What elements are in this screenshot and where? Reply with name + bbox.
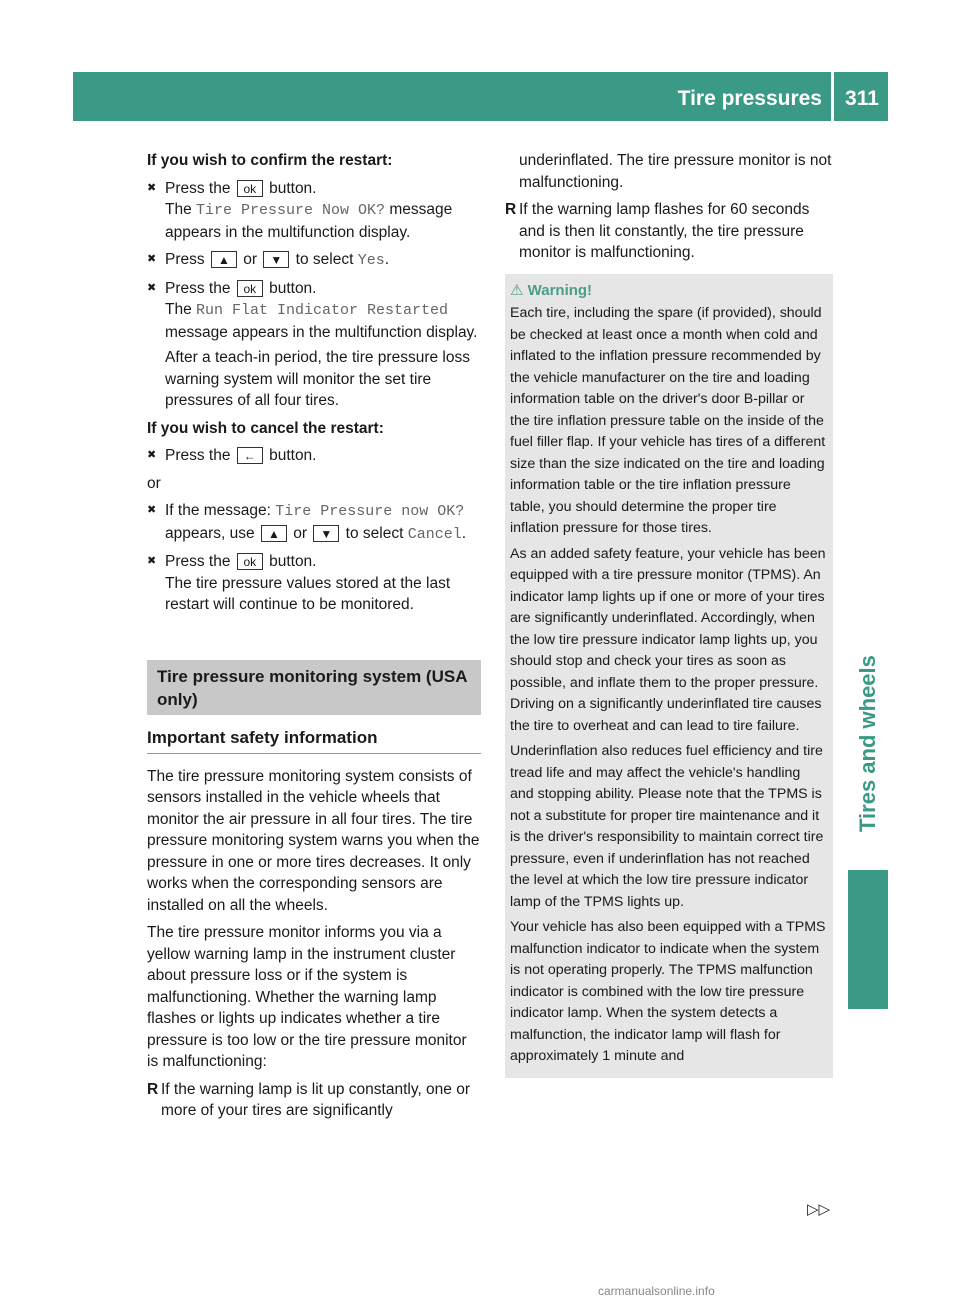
- header-divider: [831, 72, 834, 121]
- subsection-heading: Important safety information: [147, 727, 481, 754]
- bullet-text: If the warning lamp flashes for 60 seconds and is then lit constantly, the tire pressure monitor is malfunctioning.: [519, 201, 810, 261]
- step-text: or: [238, 251, 262, 268]
- step-select-yes: [147, 249, 481, 272]
- watermark: carmanualsonline.info: [598, 1284, 715, 1298]
- step-press-ok-3: [147, 551, 481, 616]
- step-press-back: [147, 445, 481, 467]
- bullet-continuation: underinflated. The tire pressure monitor is not malfunctioning.: [519, 152, 832, 191]
- bullet-item: [147, 1079, 481, 1122]
- step-arrow-icon: ✖: [147, 449, 157, 461]
- step-text: .: [461, 524, 467, 542]
- step-text: or: [288, 524, 312, 542]
- step-text: The: [165, 301, 197, 318]
- step-note: After a teach-in period, the tire pressure loss warning system will monitor the set tire pressures of all four tires.: [165, 349, 470, 409]
- step-text: Press the: [165, 447, 235, 464]
- step-text: If the message:: [165, 502, 276, 519]
- warning-paragraph: Your vehicle has also been equipped with a TPMS malfunction indicator to indicate when the system is not operating properly. The TPMS malfunction indicator is combined with the low tire pressure indicator lamp. When the system detects a malfunction, the indicator lamp will flash for approximately 1 minute and: [510, 919, 826, 1064]
- warning-paragraph: Underinflation also reduces fuel efficiency and tire tread life and may affect the vehicle's handling and stopping ability. Please note that the TPMS is not a substitute for proper tire maintenance and it is the driver's responsibility to maintain correct tire pressure, even if underinflation has not reached the level at which the low tire pressure indicator lamp of the TPMS lights up.: [510, 743, 824, 910]
- display-message: Tire Pressure Now OK?: [196, 202, 386, 219]
- display-message: Tire Pressure now OK?: [275, 503, 465, 520]
- step-text: to select: [341, 524, 408, 542]
- step-text: Press the: [165, 279, 235, 297]
- step-text: Press the: [165, 553, 235, 570]
- bullet-icon: R: [147, 1080, 159, 1098]
- step-text: button.: [264, 553, 317, 570]
- bullet-icon: R: [505, 201, 517, 218]
- step-text: button.: [264, 179, 317, 197]
- warning-title: Warning!: [527, 281, 593, 299]
- body-paragraph: The tire pressure monitor informs you via a yellow warning lamp in the instrument cluster about pressure loss or if the system is malfunctioning. Whether the warning lamp flashes or lights up indicates whether a tire pressure is too low or the tire pressure monitor is malfunctioning:: [147, 924, 467, 1070]
- display-option: Yes: [357, 252, 385, 269]
- step-arrow-icon: ✖: [147, 253, 157, 265]
- ok-key-icon: ok: [237, 180, 263, 197]
- continue-arrow-icon: ▷▷: [807, 1201, 831, 1218]
- step-text: button.: [264, 447, 317, 464]
- chapter-tab-label: Tires and wheels: [855, 655, 880, 832]
- step-text: message appears in the multifunction display.: [165, 201, 453, 241]
- ok-key-icon: ok: [237, 553, 263, 570]
- warning-icon: ⚠: [510, 281, 524, 299]
- warning-paragraph: Each tire, including the spare (if provided), should be checked at least once a month when cold and inflated to the inflation pressure recommended by the vehicle manufacturer on the tire and loading information table on the driver's door B-pillar or the tire inflation pressure table on the inside of the fuel filler flap. If your vehicle has tires of a different size than the size indicated on the tire and loading information table or the tire inflation pressure table, you should determine the proper tire inflation pressure for those tires.: [510, 305, 826, 536]
- step-text: .: [384, 251, 390, 268]
- bullet-text: If the warning lamp is lit up constantly, one or more of your tires are significantly: [161, 1080, 471, 1119]
- warning-box: [505, 274, 833, 1078]
- step-text: The: [165, 201, 197, 218]
- left-column: [147, 150, 481, 1128]
- up-key-icon: ▲: [261, 525, 287, 542]
- warning-heading: [510, 280, 827, 302]
- step-text: message appears in the multifunction display.: [165, 323, 478, 341]
- step-press-ok-2: [147, 278, 481, 412]
- chapter-marker-block: [848, 870, 888, 1009]
- page-title: Tire pressures: [677, 87, 822, 110]
- down-key-icon: ▼: [313, 525, 339, 542]
- step-text: button.: [264, 279, 317, 297]
- section-title: Tire pressure monitoring system (USA only): [147, 660, 481, 715]
- step-press-ok-1: [147, 178, 481, 244]
- step-text: Press: [165, 251, 209, 268]
- step-text: to select: [291, 251, 358, 268]
- step-arrow-icon: ✖: [147, 281, 157, 294]
- ok-key-icon: ok: [237, 280, 263, 297]
- back-key-icon: ←: [237, 447, 263, 464]
- up-key-icon: ▲: [211, 251, 237, 268]
- step-arrow-icon: ✖: [147, 504, 157, 516]
- step-text: appears, use: [165, 524, 259, 542]
- step-text: Press the: [165, 179, 235, 197]
- cancel-heading: If you wish to cancel the restart:: [147, 419, 384, 437]
- display-option: Cancel: [407, 525, 462, 543]
- page-number: 311: [845, 87, 879, 110]
- step-arrow-icon: ✖: [147, 181, 157, 194]
- warning-paragraph: As an added safety feature, your vehicle has been equipped with a tire pressure monitor (TPMS). An indicator lamp lights up if one or more of your tires are significantly underinflated. Accordingly, when the low tire pressure indicator lamp lights up, you should stop and check your tires as soon as possible, and inflate them to the proper pressure. Driving on a significantly underinflated tire causes the tire to overheat and can lead to tire failure.: [510, 545, 826, 734]
- body-paragraph: The tire pressure monitoring system consists of sensors installed in the vehicle wheels that monitor the air pressure in all four tires. The tire pressure monitoring system warns you when the pressure in one or more tires decreases. It only works when the corresponding sensors are installed on all the wheels.: [147, 767, 480, 914]
- down-key-icon: ▼: [263, 251, 289, 268]
- step-select-cancel: [147, 500, 481, 545]
- confirm-heading: If you wish to confirm the restart:: [147, 152, 393, 169]
- step-arrow-icon: ✖: [147, 555, 157, 567]
- right-column: [505, 150, 833, 1078]
- step-text: The tire pressure values stored at the last restart will continue to be monitored.: [165, 574, 451, 613]
- bullet-item: [505, 199, 833, 264]
- or-text: or: [147, 474, 161, 492]
- chapter-tab: [848, 122, 888, 862]
- display-message: Run Flat Indicator Restarted: [196, 302, 449, 319]
